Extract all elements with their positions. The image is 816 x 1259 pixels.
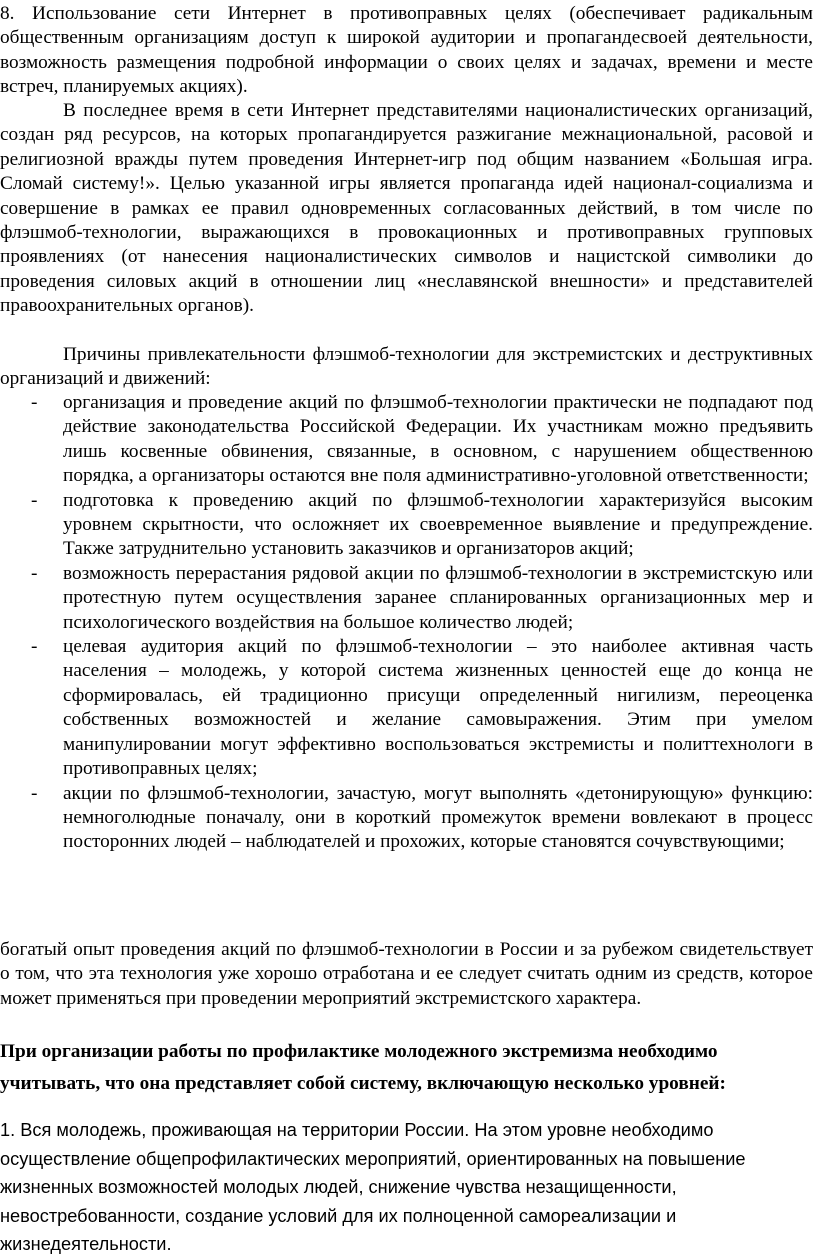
reasons-list: [0, 391, 813, 855]
paragraph-level-one: 1. Вся молодежь, проживающая на территории России. На этом уровне необходимо осуществление общепрофилактических мероприятий, ориентированных на повышение жизненных возможностей молодых людей, снижение чувства незащищенности, невостребованности, создание условий для их полноценной самореализации и жизнедеятельности.: [0, 1120, 746, 1255]
list-dash: -: [31, 636, 38, 658]
list-item-text: возможность перерастания рядовой акции по флэшмоб-технологии в экстремистскую или протестную путем осуществления заранее спланированных организационных мер и психологического воздействия на большое количество людей;: [63, 562, 813, 633]
list-dash: -: [31, 782, 38, 804]
list-item: [0, 562, 813, 635]
paragraph-big-game: В последнее время в сети Интернет представителями националистических организаций, создан ряд ресурсов, на которых пропагандируется разжигание межнациональной, расовой и религиозной вражды путем проведения Интернет-игр под общим названием «Большая игра. Сломай систему!». Целью указанной игры является пропаганда идей национал-социализма и совершение в рамках ее правил одновременных согласованных действий, в том числе по флэшмоб-технологии, выражающихся в провокационных и противоправных групповых проявлениях (от нанесения националистических символов и нацистской символики до проведения силовых акций в отношении лиц «неславянской внешности» и представителей правоохранительных органов).: [0, 100, 813, 317]
list-item: [0, 391, 813, 489]
list-dash: -: [31, 489, 38, 511]
list-item-text: подготовка к проведению акций по флэшмоб-технологии характеризуйся высоким уровнем скрытности, что осложняет их своевременное выявление и предупреждение. Также затруднительно установить заказчиков и организаторов акций;: [63, 489, 813, 560]
paragraph-flashmob-reasons: Причины привлекательности флэшмоб-технологии для экстремистских и деструктивных организаций и движений:: [0, 344, 813, 390]
list-dash: -: [31, 562, 38, 584]
list-item-text: целевая аудитория акций по флэшмоб-технологии – это наиболее активная часть населения – молодежь, у которой система жизненных ценностей еще до конца не сформировалась, ей традиционно присущи определенный нигилизм, переоценка собственных возможностей и желание самовыражения. Этим при умелом манипулировании могут эффективно воспользоваться экстремисты и политтехнологи в противоправных целях;: [63, 636, 813, 780]
list-item-text: акции по флэшмоб-технологии, зачастую, могут выполнять «детонирующую» функцию: немноголюдные поначалу, они в короткий промежуток времени вовлекают в процесс посторонних людей – наблюдателей и прохожих, которые становятся сочувствующими;: [63, 782, 813, 853]
list-item: [0, 782, 813, 855]
section-heading-prevention-levels: При организации работы по профилактике молодежного экстремизма необходимо учитывать, что она представляет собой систему, включающую несколько уровней:: [0, 1041, 726, 1094]
list-dash: -: [31, 392, 38, 413]
list-item: [0, 489, 813, 562]
paragraph-flashmob-experience: богатый опыт проведения акций по флэшмоб-технологии в России и за рубежом свидетельствует о том, что эта технология уже хорошо отработана и ее следует считать одним из средств, которое может применяться при проведении мероприятий экстремистского характера.: [0, 939, 813, 1009]
paragraph-internet-misuse: 8. Использование сети Интернет в противоправных целях (обеспечивает радикальным общественным организациям доступ к широкой аудитории и пропагандесвоей деятельности, возможность размещения подробной информации о своих целях и задачах, времени и месте встреч, планируемых акциях).: [0, 3, 813, 98]
list-item: [0, 635, 813, 781]
list-item-text: организация и проведение акций по флэшмоб-технологии практически не подпадают под действие законодательства Российской Федерации. Их участникам можно предъявить лишь косвенные обвинения, связанные, в основном, с нарушением общественною порядка, а организаторы остаются вне поля административно-уголовной ответственности;: [63, 392, 813, 487]
